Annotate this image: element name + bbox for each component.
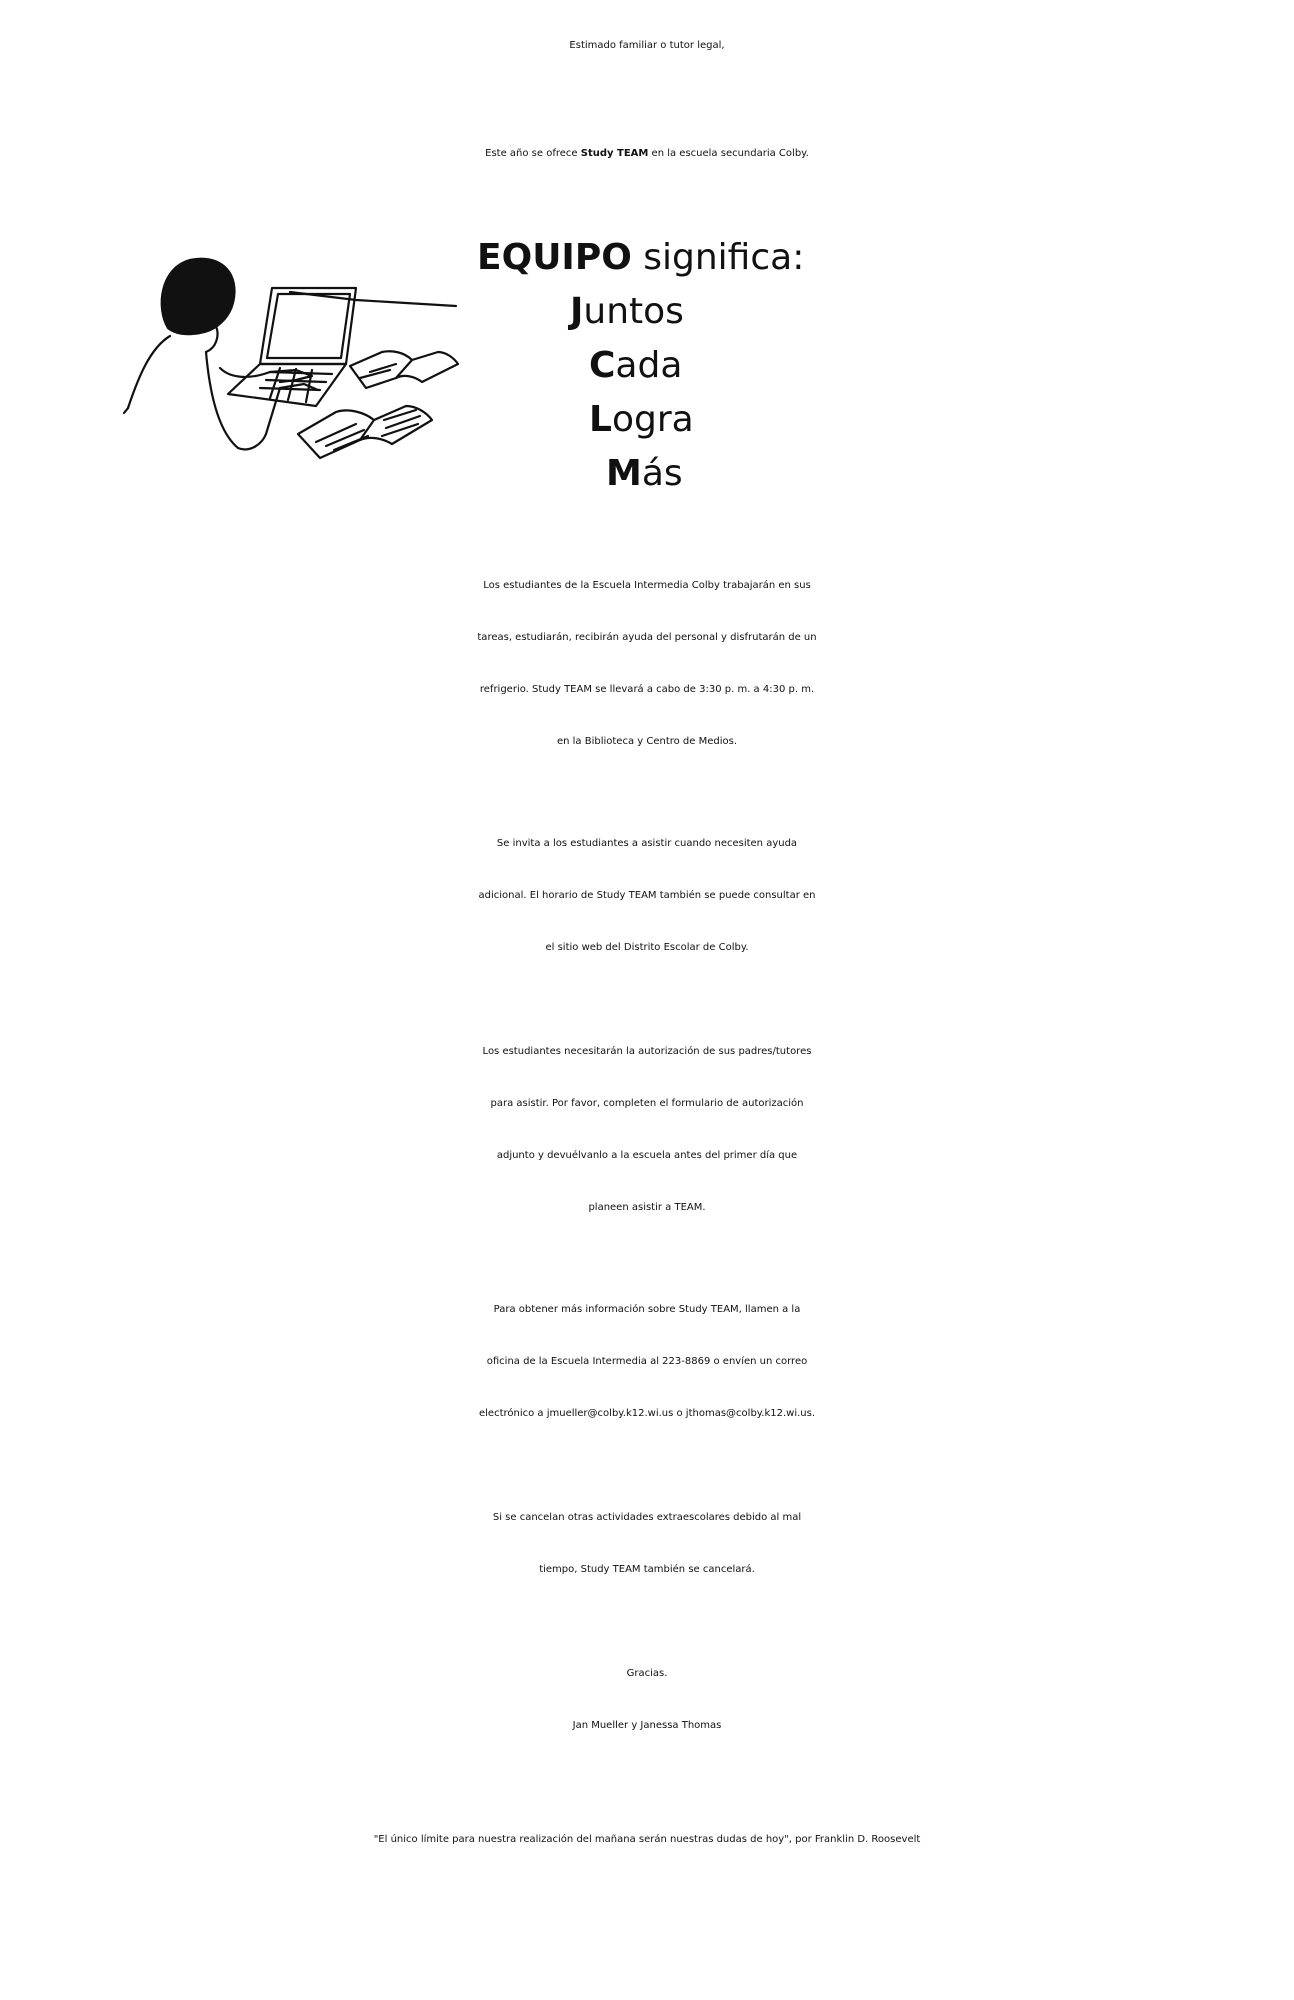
acronym-word-rest: ás [641,453,683,494]
signature: Jan Mueller y Janessa Thomas [572,1720,722,1731]
paragraph-line: en la Biblioteca y Centro de Medios. [556,736,738,747]
paragraph-line: planeen asistir a TEAM. [588,1202,706,1213]
acronym-letter: C [589,345,616,386]
acronym-item [589,394,694,446]
acronym-letter: J [570,291,584,332]
paragraph-line: Los estudiantes de la Escuela Intermedia Colby trabajarán en sus [483,580,811,591]
paragraph-line: Si se cancelan otras actividades extraescolares debido al mal [492,1512,802,1523]
paragraph-line: tiempo, Study TEAM también se cancelará. [539,1564,755,1575]
paragraph-line: el sitio web del Distrito Escolar de Colby. [545,942,749,953]
acronym-heading [477,232,804,284]
acronym-heading-rest: significa: [631,237,805,278]
paragraph-line: Se invita a los estudiantes a asistir cuando necesiten ayuda [496,838,798,849]
greeting: Estimado familiar o tutor legal, [569,40,725,51]
acronym-item [606,448,683,500]
paragraph-line: Los estudiantes necesitarán la autorización de sus padres/tutores [482,1046,812,1057]
paragraph-line: Para obtener más información sobre Study TEAM, llamen a la [493,1304,801,1315]
paragraph-line: tareas, estudiarán, recibirán ayuda del personal y disfrutarán de un [477,632,817,643]
paragraph-line: refrigerio. Study TEAM se llevará a cabo de 3:30 p. m. a 4:30 p. m. [479,684,815,695]
intro-program-name: Study TEAM [580,148,649,159]
acronym-word-rest: untos [583,291,684,332]
acronym-heading-bold: EQUIPO [477,237,632,278]
intro-before: Este año se ofrece [485,148,581,159]
paragraph-line: oficina de la Escuela Intermedia al 223-8869 o envíen un correo [486,1356,808,1367]
intro-after: en la escuela secundaria Colby. [648,148,809,159]
paragraph-line: para asistir. Por favor, completen el formulario de autorización [490,1098,804,1109]
acronym-item [589,340,682,392]
acronym-letter: L [589,399,612,440]
footer-quote: "El único límite para nuestra realización del mañana serán nuestras dudas de hoy", por Franklin D. Roosevelt [373,1834,921,1845]
intro-line [0,128,1294,180]
acronym-word-rest: ogra [611,399,694,440]
acronym-item [570,286,684,338]
paragraph-line: adicional. El horario de Study TEAM también se puede consultar en [478,890,816,901]
closing: Gracias. [626,1668,668,1679]
acronym-letter: M [606,453,642,494]
paragraph-line: electrónico a jmueller@colby.k12.wi.us o jthomas@colby.k12.wi.us. [478,1408,816,1419]
acronym-word-rest: ada [615,345,683,386]
paragraph-line: adjunto y devuélvanlo a la escuela antes del primer día que [496,1150,798,1161]
student-at-laptop-icon [120,248,460,482]
